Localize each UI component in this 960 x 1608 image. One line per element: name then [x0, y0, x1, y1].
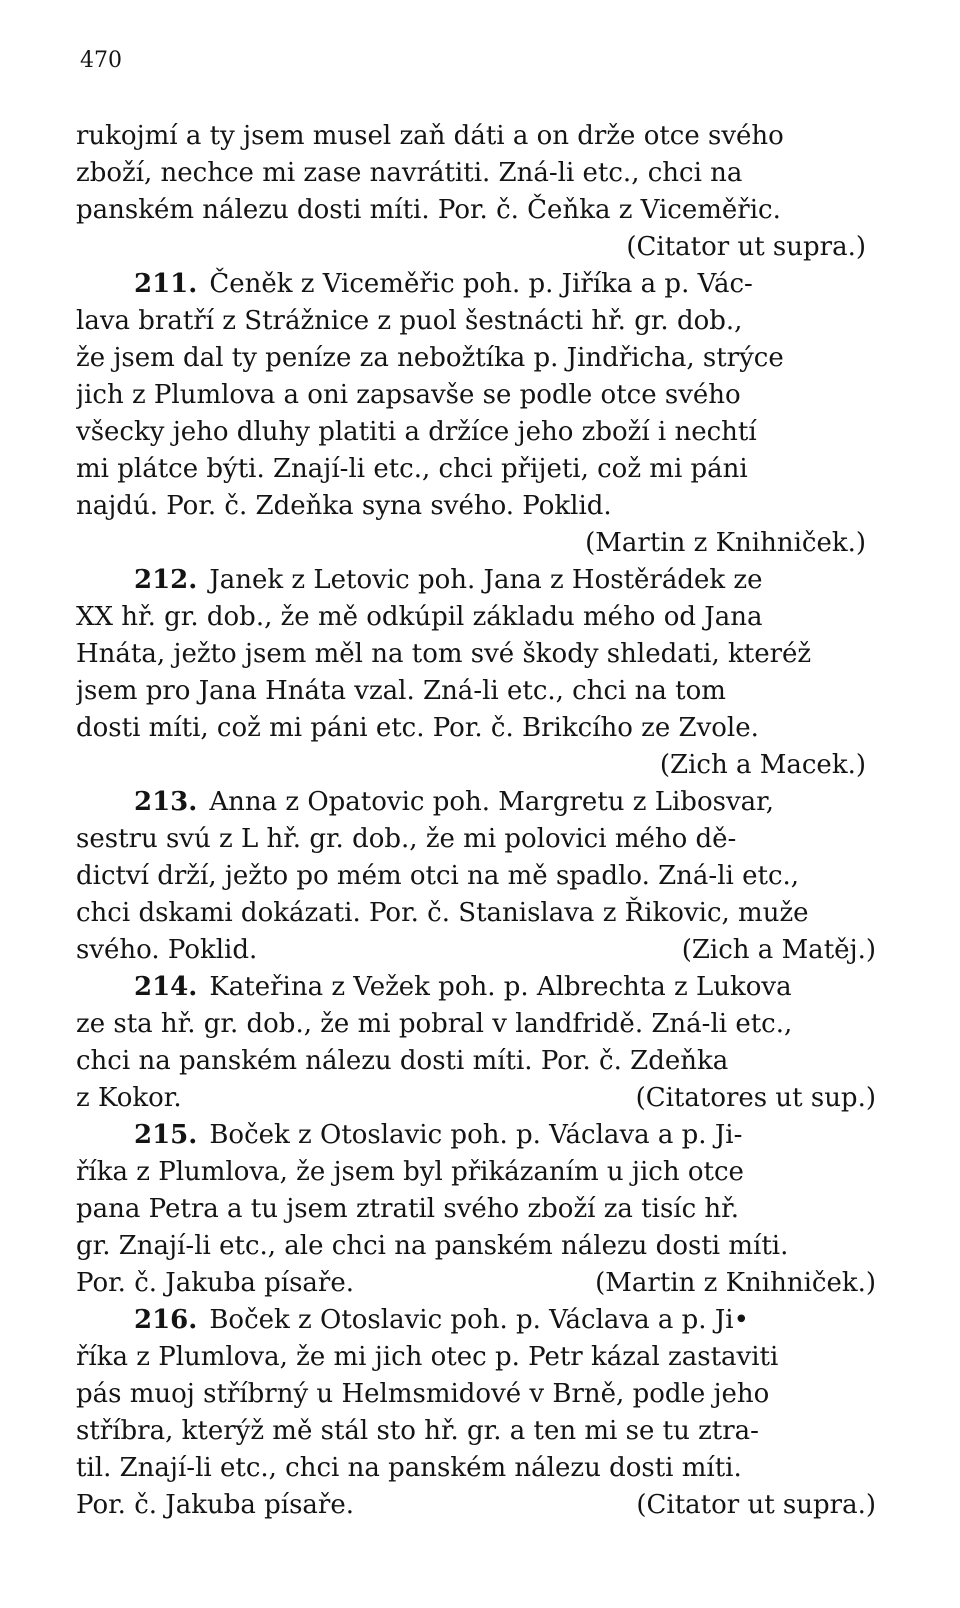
text-line [76, 118, 876, 155]
entry-number: 215. [134, 1120, 198, 1150]
text-line [76, 414, 876, 451]
entry-number: 213. [134, 787, 198, 817]
line-text: říka z Plumlova, že mi jich otec p. Petr kázal zastaviti [76, 1342, 779, 1372]
entry-number: 214. [134, 972, 198, 1002]
line-text: Por. č. Jakuba písaře. [76, 1268, 355, 1298]
text-line [76, 1487, 876, 1524]
line-text: zboží, nechce mi zase navrátiti. Zná-li etc., chci na [76, 158, 743, 188]
text-line [76, 1191, 876, 1228]
text-line [76, 673, 876, 710]
text-line [76, 155, 876, 192]
signature-text: (Citator ut supra.) [636, 1490, 876, 1520]
text-line [76, 303, 876, 340]
text-line [76, 229, 876, 266]
signature-text: (Martin z Knihniček.) [595, 1268, 876, 1298]
text-line [76, 488, 876, 525]
text-line [76, 1228, 876, 1265]
line-text: Kateřina z Vežek poh. p. Albrechta z Lukova [209, 972, 792, 1002]
page-number: 470 [80, 48, 122, 73]
line-text: všecky jeho dluhy platiti a držíce jeho zboží i nechtí [76, 417, 757, 447]
line-text: (Citator ut supra.) [626, 232, 866, 262]
line-text: ze sta hř. gr. dob., že mi pobral v landfridě. Zná-li etc., [76, 1009, 793, 1039]
line-text: pana Petra a tu jsem ztratil svého zboží za tisíc hř. [76, 1194, 740, 1224]
line-text: XX hř. gr. dob., že mě odkúpil základu mého od Jana [76, 602, 763, 632]
text-line [76, 1043, 876, 1080]
line-text: Hnáta, ježto jsem měl na tom své škody shledati, kteréž [76, 639, 812, 669]
line-text: panském nálezu dosti míti. Por. č. Čeňka z Viceměřic. [76, 195, 781, 225]
line-text: mi plátce býti. Znají-li etc., chci přijeti, což mi páni [76, 454, 748, 484]
signature-text: (Zich a Matěj.) [681, 935, 876, 965]
text-line [76, 1339, 876, 1376]
text-line [76, 266, 876, 303]
text-line [76, 1080, 876, 1117]
text-line [76, 1265, 876, 1302]
text-line [76, 932, 876, 969]
line-text: Čeněk z Viceměřic poh. p. Jiříka a p. Vác- [209, 269, 753, 299]
line-text: najdú. Por. č. Zdeňka syna svého. Poklid. [76, 491, 612, 521]
signature-text: (Citatores ut sup.) [635, 1083, 876, 1113]
line-text: lava bratří z Strážnice z puol šestnácti hř. gr. dob., [76, 306, 743, 336]
line-text: stříbra, kterýž mě stál sto hř. gr. a ten mi se tu ztra- [76, 1416, 759, 1446]
text-line [76, 340, 876, 377]
line-text: (Zich a Macek.) [659, 750, 866, 780]
line-text: gr. Znají-li etc., ale chci na panském nálezu dosti míti. [76, 1231, 789, 1261]
line-text: Anna z Opatovic poh. Margretu z Libosvar, [209, 787, 774, 817]
line-text: dictví drží, ježto po mém otci na mě spadlo. Zná-li etc., [76, 861, 800, 891]
text-line [76, 784, 876, 821]
text-line [76, 710, 876, 747]
text-line [76, 192, 876, 229]
text-line [76, 1413, 876, 1450]
text-line [76, 1154, 876, 1191]
line-text: rukojmí a ty jsem musel zaň dáti a on drže otce svého [76, 121, 784, 151]
line-text: říka z Plumlova, že jsem byl přikázaním u jich otce [76, 1157, 744, 1187]
line-text: chci dskami dokázati. Por. č. Stanislava z Řikovic, muže [76, 898, 809, 928]
line-text: Janek z Letovic poh. Jana z Hostěrádek ze [209, 565, 763, 595]
line-text: pás muoj stříbrný u Helmsmidové v Brně, podle jeho [76, 1379, 770, 1409]
line-text: Por. č. Jakuba písaře. [76, 1490, 355, 1520]
line-text: jich z Plumlova a oni zapsavše se podle otce svého [76, 380, 741, 410]
line-text: chci na panském nálezu dosti míti. Por. č. Zdeňka [76, 1046, 729, 1076]
text-line [76, 821, 876, 858]
text-line [76, 1450, 876, 1487]
line-text: Boček z Otoslavic poh. p. Václava a p. Ji• [209, 1305, 749, 1335]
text-line [76, 858, 876, 895]
line-text: že jsem dal ty peníze za nebožtíka p. Jindřicha, strýce [76, 343, 784, 373]
line-text: sestru svú z L hř. gr. dob., že mi polovici mého dě- [76, 824, 737, 854]
body-text [76, 118, 876, 1524]
line-text: dosti míti, což mi páni etc. Por. č. Brikcího ze Zvole. [76, 713, 759, 743]
text-line [76, 525, 876, 562]
text-line [76, 969, 876, 1006]
text-line [76, 1006, 876, 1043]
text-line [76, 636, 876, 673]
text-line [76, 1302, 876, 1339]
entry-number: 212. [134, 565, 198, 595]
text-line [76, 451, 876, 488]
text-line [76, 599, 876, 636]
line-text: til. Znají-li etc., chci na panském nálezu dosti míti. [76, 1453, 742, 1483]
line-text: jsem pro Jana Hnáta vzal. Zná-li etc., chci na tom [76, 676, 726, 706]
text-line [76, 895, 876, 932]
entry-number: 216. [134, 1305, 198, 1335]
text-line [76, 1117, 876, 1154]
line-text: svého. Poklid. [76, 935, 258, 965]
text-line [76, 747, 876, 784]
text-line [76, 1376, 876, 1413]
text-line [76, 562, 876, 599]
text-line [76, 377, 876, 414]
line-text: (Martin z Knihniček.) [585, 528, 866, 558]
line-text: z Kokor. [76, 1083, 182, 1113]
line-text: Boček z Otoslavic poh. p. Václava a p. Ji- [209, 1120, 743, 1150]
entry-number: 211. [134, 269, 198, 299]
